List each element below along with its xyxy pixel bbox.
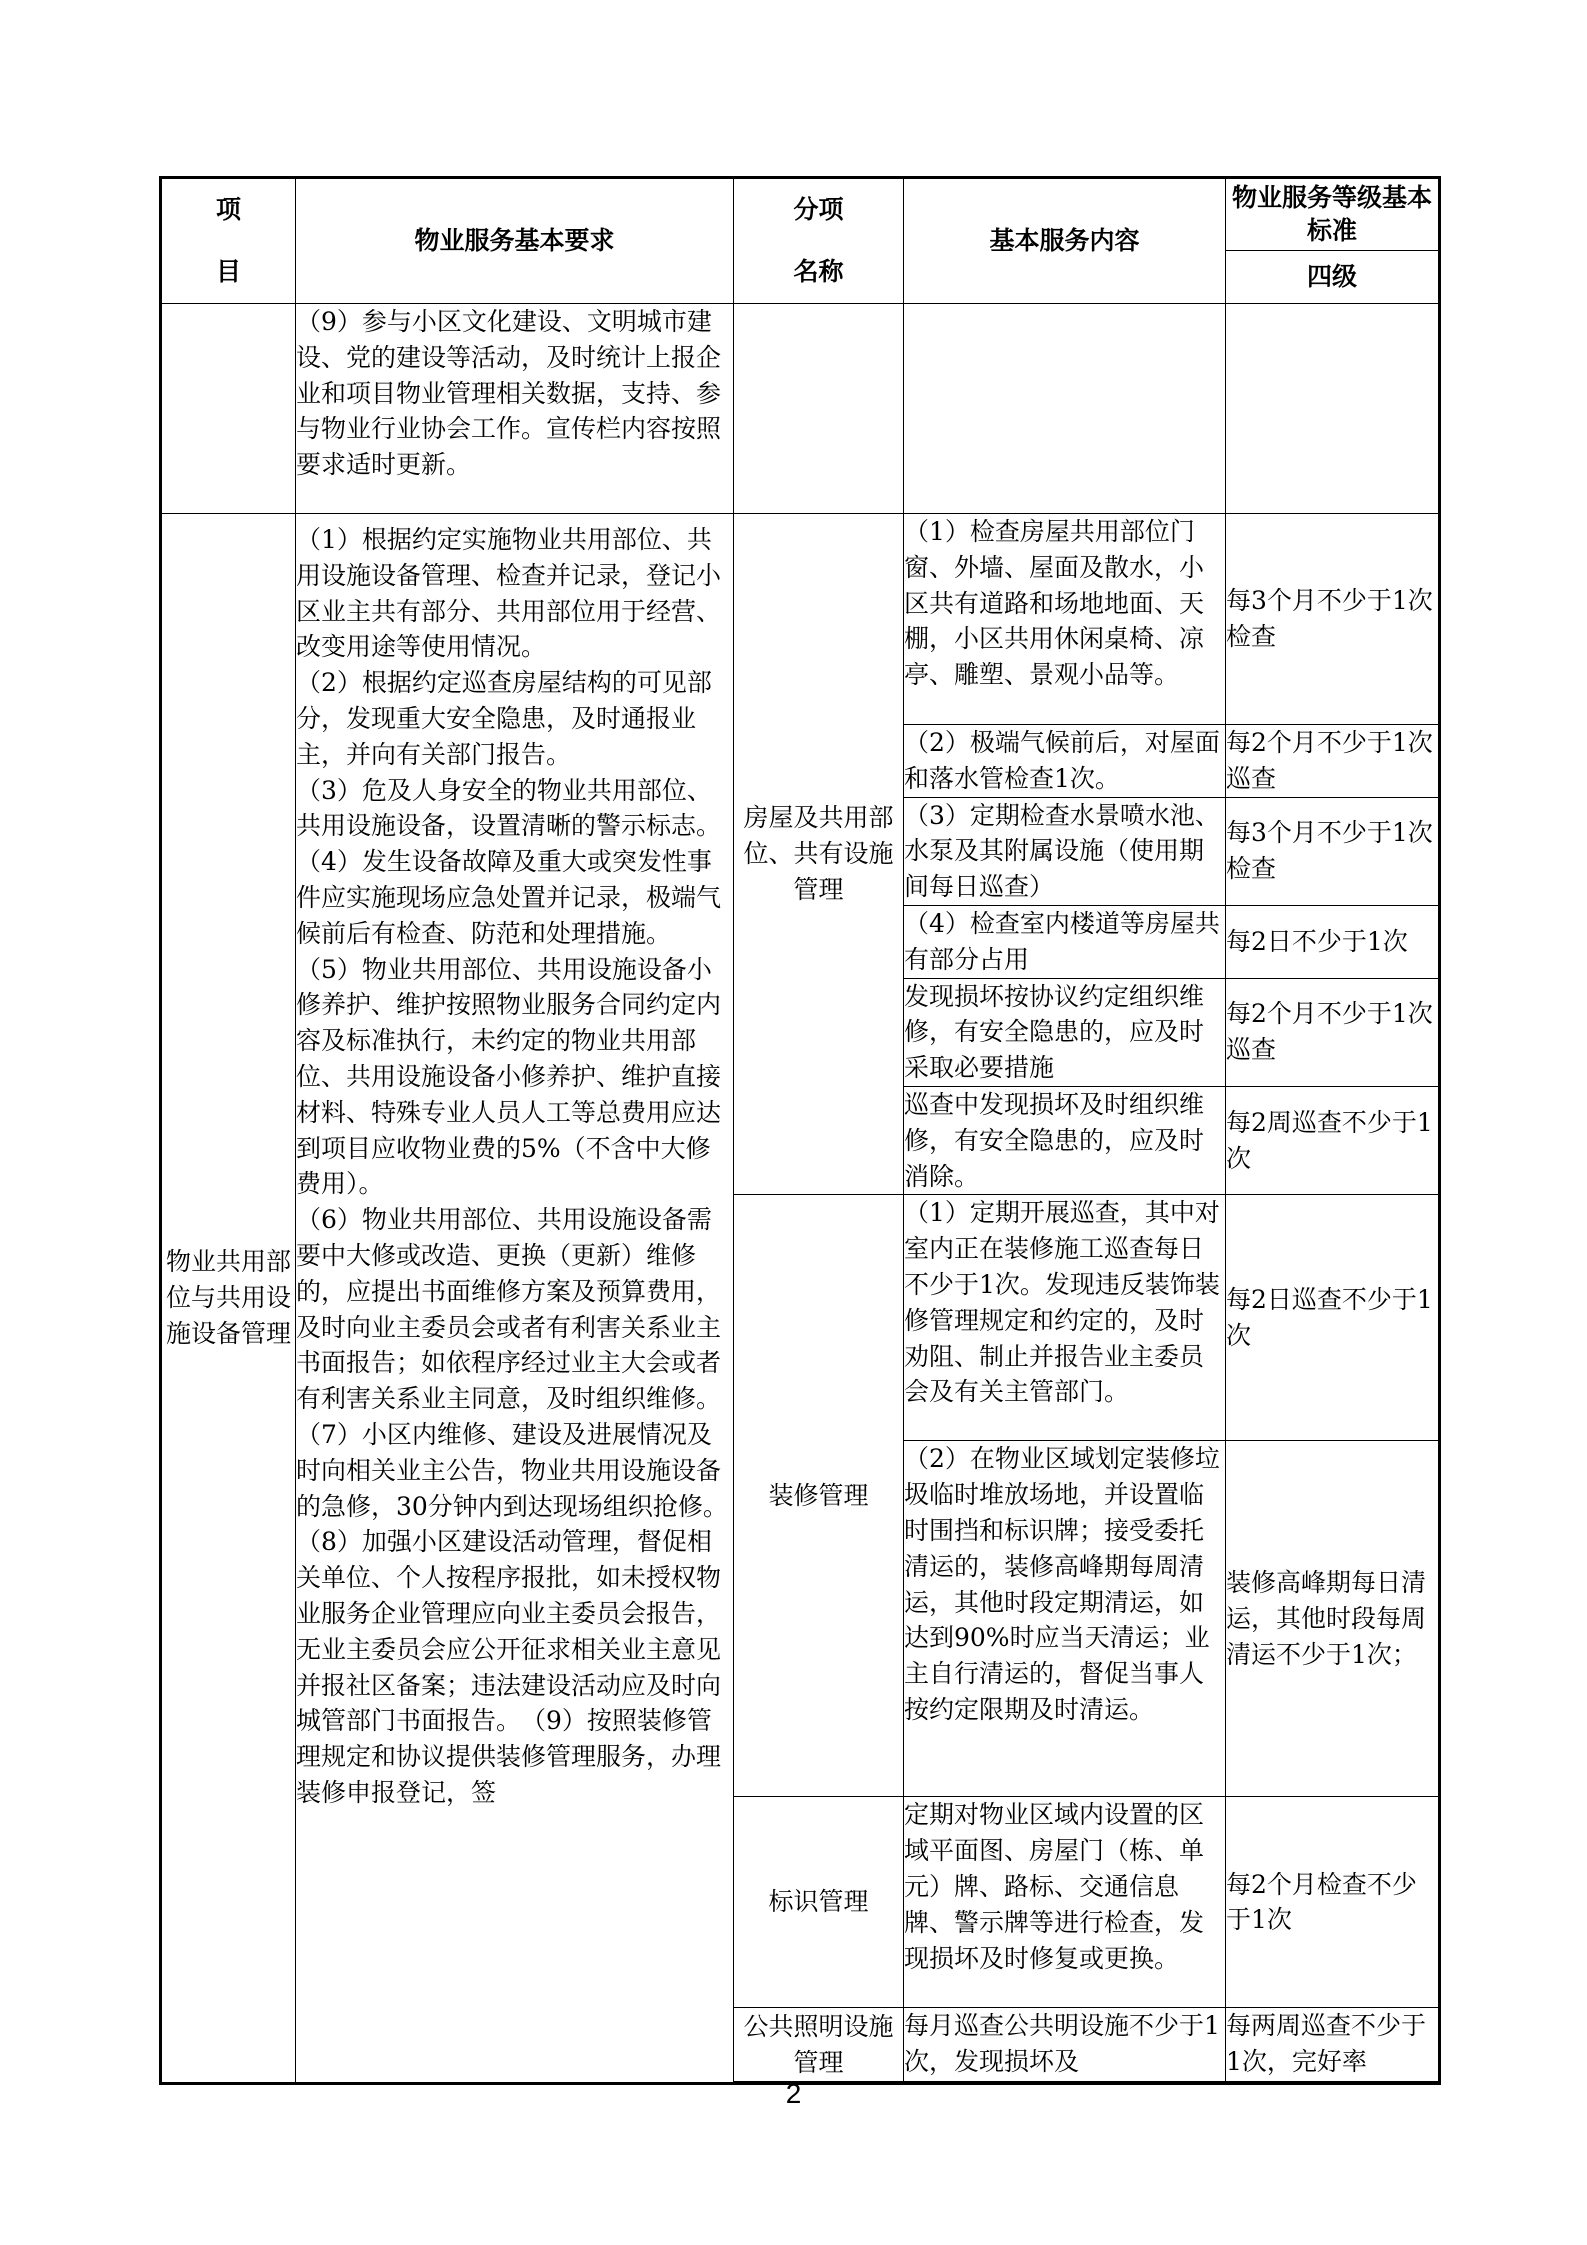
subitem-signage: 标识管理 — [734, 1797, 904, 2008]
header-level: 四级 — [1226, 251, 1440, 304]
standard-cell: 每3个月不少于1次检查 — [1226, 797, 1440, 905]
content-cell: 发现损坏按协议约定组织维修，有安全隐患的，应及时采取必要措施 — [904, 978, 1226, 1086]
standard-cell: 每3个月不少于1次检查 — [1226, 514, 1440, 725]
requirement-item: （3）危及人身安全的物业共用部位、共用设施设备，设置清晰的警示标志。 — [296, 775, 722, 841]
section-requirements — [296, 514, 734, 2084]
header-item-char-1: 项 — [215, 194, 241, 224]
continued-subitem-cell — [734, 304, 904, 514]
content-cell: （2）在物业区域划定装修垃圾临时堆放场地，并设置临时围挡和标识牌；接受委托清运的，装修高峰期每周清运，其他时段定期清运，如达到90%时应当天清运；业主自行清运的，督促当事人按约定限期及时清运。 — [904, 1441, 1226, 1797]
continued-standard-cell — [1226, 304, 1440, 514]
subitem-renovation: 装修管理 — [734, 1195, 904, 1797]
standard-cell: 每2日巡查不少于1次 — [1226, 1195, 1440, 1441]
header-subitem-line-1: 分项 — [793, 194, 844, 224]
requirement-item: （5）物业共用部位、共用设施设备小修养护、维护按照物业服务合同约定内容及标准执行，未约定的物业共用部位、共用设施设备小修养护、维护直接材料、特殊专业人员人工等总费用应达到项目应收物业费的5%（不含中大修费用）。 — [296, 954, 722, 1199]
standard-cell: 装修高峰期每日清运，其他时段每周清运不少于1次； — [1226, 1441, 1440, 1797]
standard-cell: 每两周巡查不少于1次，完好率 — [1226, 2008, 1440, 2082]
requirement-item: （6）物业共用部位、共用设施设备需要中大修或改造、更换（更新）维修的，应提出书面维修方案及预算费用，及时向业主委员会或者有利害关系业主书面报告；如依程序经过业主大会或者有利害关系业主同意，及时组织维修。 — [296, 1205, 722, 1414]
header-standard: 物业服务等级基本标准 — [1226, 178, 1440, 251]
section-title: 物业共用部位与共用设施设备管理 — [161, 514, 296, 2084]
header-subitem — [734, 178, 904, 304]
continued-requirement: （9）参与小区文化建设、文明城市建设、党的建设等活动，及时统计上报企业和项目物业管理相关数据，支持、参与物业行业协会工作。宣传栏内容按照要求适时更新。 — [296, 304, 734, 514]
header-requirements: 物业服务基本要求 — [296, 178, 734, 304]
header-item-char-2: 目 — [215, 256, 241, 286]
table-row-continued — [161, 304, 1440, 514]
table-row — [161, 514, 1440, 725]
standard-cell: 每2个月不少于1次巡查 — [1226, 725, 1440, 798]
content-cell: 每月巡查公共明设施不少于1次，发现损坏及 — [904, 2008, 1226, 2082]
standard-cell: 每2日不少于1次 — [1226, 905, 1440, 978]
requirement-item: （7）小区内维修、建设及进展情况及时向相关业主公告，物业共用设施设备的急修，30分钟内到达现场组织抢修。 — [296, 1419, 728, 1521]
subitem-lighting: 公共照明设施管理 — [734, 2008, 904, 2082]
content-cell: （4）检查室内楼道等房屋共有部分占用 — [904, 905, 1226, 978]
continued-content-cell — [904, 304, 1226, 514]
header-row-top — [161, 178, 1440, 251]
content-cell: 巡查中发现损坏及时组织维修，有安全隐患的，应及时消除。 — [904, 1086, 1226, 1194]
content-cell: 定期对物业区域内设置的区域平面图、房屋门（栋、单元）牌、路标、交通信息牌、警示牌等进行检查，发现损坏及时修复或更换。 — [904, 1797, 1226, 2008]
requirement-item: （8）加强小区建设活动管理，督促相关单位、个人按程序报批，如未授权物业服务企业管理应向业主委员会报告，无业主委员会应公开征求相关业主意见并报社区备案；违法建设活动应及时向城管部门书面报告。 （9）按照装修管理规定和协议提供装修管理服务，办理装修申报登记，签 — [296, 1527, 722, 1807]
requirement-item: （1）根据约定实施物业共用部位、共用设施设备管理、检查并记录，登记小区业主共有部分、共用部位用于经营、改变用途等使用情况。 — [296, 525, 722, 662]
header-item — [161, 178, 296, 304]
content-cell: （2）极端气候前后，对屋面和落水管检查1次。 — [904, 725, 1226, 798]
content-cell: （1）检查房屋共用部位门窗、外墙、屋面及散水，小区共有道路和场地地面、天棚，小区共用休闲桌椅、凉亭、雕塑、景观小品等。 — [904, 514, 1226, 725]
standard-cell: 每2个月检查不少于1次 — [1226, 1797, 1440, 2008]
service-standard-table — [159, 176, 1441, 2085]
subitem-housing: 房屋及共用部位、共有设施管理 — [734, 514, 904, 1195]
standard-cell: 每2个月不少于1次巡查 — [1226, 978, 1440, 1086]
requirement-item: （4）发生设备故障及重大或突发性事件应实施现场应急处置并记录，极端气候前后有检查、防范和处理措施。 — [296, 847, 722, 948]
content-cell: （1）定期开展巡查，其中对室内正在装修施工巡查每日不少于1次。发现违反装饰装修管理规定和约定的，及时劝阻、制止并报告业主委员会及有关主管部门。 — [904, 1195, 1226, 1441]
header-content: 基本服务内容 — [904, 178, 1226, 304]
page-number: 2 — [785, 2078, 802, 2109]
continued-item-cell — [161, 304, 296, 514]
header-subitem-line-2: 名称 — [793, 256, 844, 286]
standard-cell: 每2周巡查不少于1次 — [1226, 1086, 1440, 1194]
content-cell: （3）定期检查水景喷水池、水泵及其附属设施（使用期间每日巡查） — [904, 797, 1226, 905]
requirement-item: （2）根据约定巡查房屋结构的可见部分，发现重大安全隐患，及时通报业主，并向有关部门报告。 — [296, 668, 712, 769]
